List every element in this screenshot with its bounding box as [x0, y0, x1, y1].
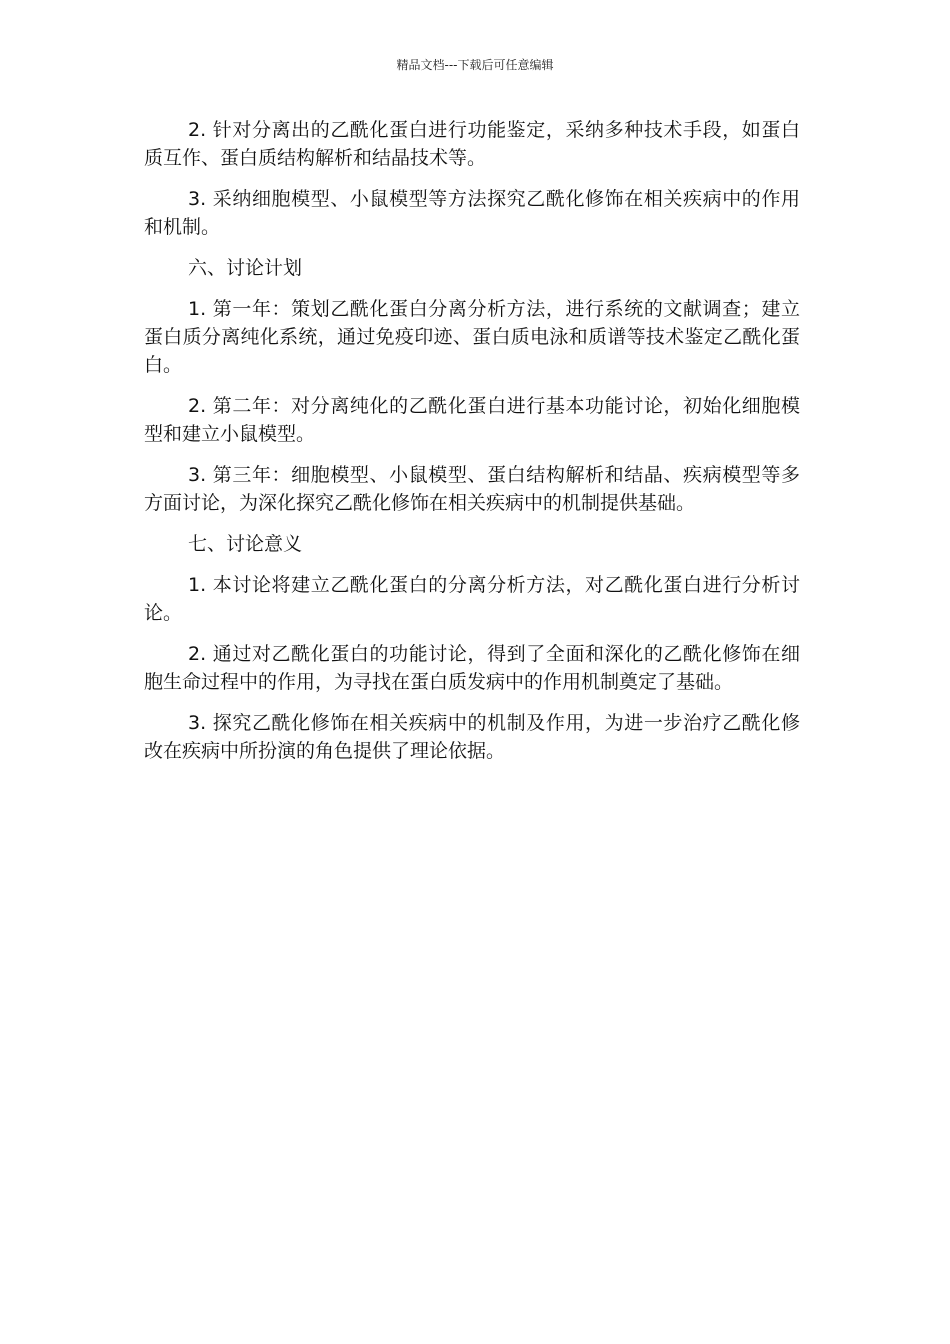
paragraph-significance-1: 1. 本讨论将建立乙酰化蛋白的分离分析方法，对乙酰化蛋白进行分析讨论。 [144, 574, 800, 624]
page-header: 精品文档---下载后可任意编辑 [396, 58, 554, 72]
paragraph-significance-3: 3. 探究乙酰化修饰在相关疾病中的机制及作用，为进一步治疗乙酰化修改在疾病中所扮演的角色提供了理论依据。 [144, 712, 800, 762]
paragraph-significance-2: 2. 通过对乙酰化蛋白的功能讨论，得到了全面和深化的乙酰化修饰在细胞生命过程中的作用，为寻找在蛋白质发病中的作用机制奠定了基础。 [144, 643, 800, 693]
document-body [144, 116, 800, 778]
paragraph-plan-year-3: 3. 第三年：细胞模型、小鼠模型、蛋白结构解析和结晶、疾病模型等多方面讨论，为深化探究乙酰化修饰在相关疾病中的机制提供基础。 [144, 464, 800, 514]
paragraph-method-3: 3. 采纳细胞模型、小鼠模型等方法探究乙酰化修饰在相关疾病中的作用和机制。 [144, 188, 800, 238]
paragraph-plan-year-2: 2. 第二年：对分离纯化的乙酰化蛋白进行基本功能讨论，初始化细胞模型和建立小鼠模型。 [144, 395, 800, 445]
section-heading-significance: 七、讨论意义 [188, 533, 303, 555]
section-heading-plan: 六、讨论计划 [188, 257, 303, 279]
paragraph-plan-year-1: 1. 第一年：策划乙酰化蛋白分离分析方法，进行系统的文献调查；建立蛋白质分离纯化系统，通过免疫印迹、蛋白质电泳和质谱等技术鉴定乙酰化蛋白。 [144, 298, 800, 376]
paragraph-method-2: 2. 针对分离出的乙酰化蛋白进行功能鉴定，采纳多种技术手段，如蛋白质互作、蛋白质结构解析和结晶技术等。 [144, 119, 800, 169]
